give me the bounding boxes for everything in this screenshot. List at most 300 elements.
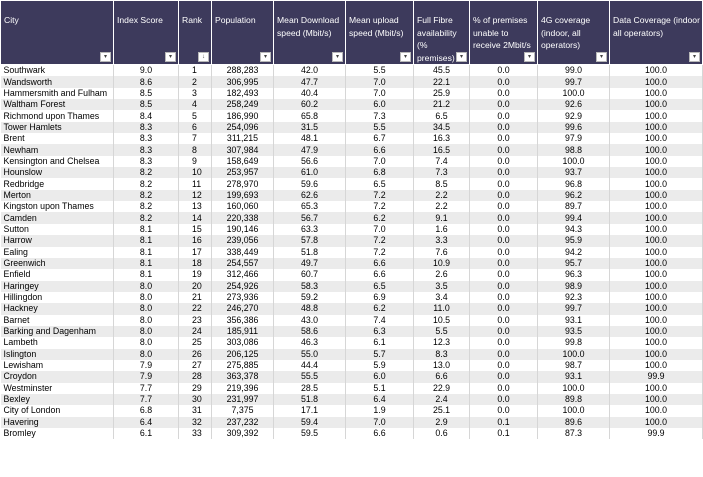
cell-upload-speed[interactable]: 7.4 — [346, 315, 414, 326]
filter-dropdown-icon[interactable]: ▾ — [400, 52, 411, 62]
cell-full-fibre[interactable]: 2.6 — [414, 269, 470, 280]
cell-population[interactable]: 253,957 — [212, 167, 274, 178]
cell-full-fibre[interactable]: 2.2 — [414, 201, 470, 212]
cell-full-fibre[interactable]: 16.5 — [414, 144, 470, 155]
cell-population[interactable]: 182,493 — [212, 88, 274, 99]
cell-download-speed[interactable]: 48.1 — [274, 133, 346, 144]
cell-upload-speed[interactable]: 7.2 — [346, 190, 414, 201]
cell-full-fibre[interactable]: 34.5 — [414, 122, 470, 133]
cell-rank[interactable]: 18 — [179, 258, 212, 269]
cell-4g-coverage[interactable]: 93.1 — [538, 371, 610, 382]
cell-data-coverage[interactable]: 100.0 — [610, 201, 703, 212]
cell-download-speed[interactable]: 65.8 — [274, 110, 346, 121]
cell-rank[interactable]: 7 — [179, 133, 212, 144]
cell-download-speed[interactable]: 58.6 — [274, 326, 346, 337]
cell-full-fibre[interactable]: 3.4 — [414, 292, 470, 303]
cell-upload-speed[interactable]: 5.1 — [346, 383, 414, 394]
cell-data-coverage[interactable]: 100.0 — [610, 281, 703, 292]
cell-upload-speed[interactable]: 6.7 — [346, 133, 414, 144]
cell-download-speed[interactable]: 65.3 — [274, 201, 346, 212]
cell-data-coverage[interactable]: 100.0 — [610, 303, 703, 314]
cell-data-coverage[interactable]: 100.0 — [610, 315, 703, 326]
cell-download-speed[interactable]: 62.6 — [274, 190, 346, 201]
cell-population[interactable]: 160,060 — [212, 201, 274, 212]
cell-download-speed[interactable]: 46.3 — [274, 337, 346, 348]
cell-4g-coverage[interactable]: 100.0 — [538, 156, 610, 167]
cell-premises-2mbit[interactable]: 0.1 — [470, 417, 538, 428]
cell-4g-coverage[interactable]: 97.9 — [538, 133, 610, 144]
cell-full-fibre[interactable]: 12.3 — [414, 337, 470, 348]
cell-data-coverage[interactable]: 100.0 — [610, 405, 703, 416]
cell-4g-coverage[interactable]: 99.7 — [538, 303, 610, 314]
cell-population[interactable]: 356,386 — [212, 315, 274, 326]
cell-city[interactable]: Richmond upon Thames — [1, 110, 114, 121]
cell-premises-2mbit[interactable]: 0.0 — [470, 292, 538, 303]
cell-full-fibre[interactable]: 0.6 — [414, 428, 470, 439]
cell-download-speed[interactable]: 59.6 — [274, 178, 346, 189]
cell-download-speed[interactable]: 51.8 — [274, 247, 346, 258]
cell-full-fibre[interactable]: 10.5 — [414, 315, 470, 326]
cell-city[interactable]: Westminster — [1, 383, 114, 394]
cell-rank[interactable]: 15 — [179, 224, 212, 235]
cell-data-coverage[interactable]: 100.0 — [610, 235, 703, 246]
cell-city[interactable]: Newham — [1, 144, 114, 155]
cell-city[interactable]: Lambeth — [1, 337, 114, 348]
cell-full-fibre[interactable]: 10.9 — [414, 258, 470, 269]
cell-index-score[interactable]: 8.0 — [114, 326, 179, 337]
cell-index-score[interactable]: 8.0 — [114, 281, 179, 292]
cell-city[interactable]: Camden — [1, 212, 114, 223]
cell-city[interactable]: Harrow — [1, 235, 114, 246]
cell-population[interactable]: 338,449 — [212, 247, 274, 258]
cell-population[interactable]: 306,995 — [212, 76, 274, 87]
cell-data-coverage[interactable]: 100.0 — [610, 326, 703, 337]
cell-4g-coverage[interactable]: 93.5 — [538, 326, 610, 337]
cell-download-speed[interactable]: 59.2 — [274, 292, 346, 303]
cell-download-speed[interactable]: 58.3 — [274, 281, 346, 292]
cell-full-fibre[interactable]: 1.6 — [414, 224, 470, 235]
cell-upload-speed[interactable]: 6.2 — [346, 303, 414, 314]
cell-population[interactable]: 239,056 — [212, 235, 274, 246]
cell-rank[interactable]: 17 — [179, 247, 212, 258]
cell-full-fibre[interactable]: 25.1 — [414, 405, 470, 416]
cell-full-fibre[interactable]: 7.3 — [414, 167, 470, 178]
cell-download-speed[interactable]: 59.5 — [274, 428, 346, 439]
cell-download-speed[interactable]: 47.9 — [274, 144, 346, 155]
cell-data-coverage[interactable]: 100.0 — [610, 269, 703, 280]
cell-city[interactable]: Kensington and Chelsea — [1, 156, 114, 167]
filter-dropdown-icon[interactable]: ▾ — [456, 52, 467, 62]
cell-upload-speed[interactable]: 6.0 — [346, 371, 414, 382]
cell-city[interactable]: Merton — [1, 190, 114, 201]
cell-4g-coverage[interactable]: 99.8 — [538, 337, 610, 348]
cell-upload-speed[interactable]: 6.5 — [346, 281, 414, 292]
cell-4g-coverage[interactable]: 100.0 — [538, 349, 610, 360]
cell-full-fibre[interactable]: 21.2 — [414, 99, 470, 110]
cell-city[interactable]: Brent — [1, 133, 114, 144]
cell-full-fibre[interactable]: 6.6 — [414, 371, 470, 382]
cell-population[interactable]: 254,557 — [212, 258, 274, 269]
cell-upload-speed[interactable]: 5.7 — [346, 349, 414, 360]
cell-premises-2mbit[interactable]: 0.0 — [470, 303, 538, 314]
cell-premises-2mbit[interactable]: 0.0 — [470, 235, 538, 246]
cell-full-fibre[interactable]: 5.5 — [414, 326, 470, 337]
cell-city[interactable]: Tower Hamlets — [1, 122, 114, 133]
cell-data-coverage[interactable]: 100.0 — [610, 65, 703, 77]
cell-index-score[interactable]: 8.1 — [114, 235, 179, 246]
cell-full-fibre[interactable]: 6.5 — [414, 110, 470, 121]
cell-data-coverage[interactable]: 100.0 — [610, 212, 703, 223]
cell-download-speed[interactable]: 42.0 — [274, 65, 346, 77]
cell-upload-speed[interactable]: 7.2 — [346, 201, 414, 212]
cell-data-coverage[interactable]: 100.0 — [610, 394, 703, 405]
cell-4g-coverage[interactable]: 96.8 — [538, 178, 610, 189]
cell-data-coverage[interactable]: 100.0 — [610, 156, 703, 167]
cell-upload-speed[interactable]: 7.0 — [346, 224, 414, 235]
cell-city[interactable]: Redbridge — [1, 178, 114, 189]
cell-download-speed[interactable]: 60.2 — [274, 99, 346, 110]
cell-rank[interactable]: 11 — [179, 178, 212, 189]
cell-full-fibre[interactable]: 13.0 — [414, 360, 470, 371]
cell-population[interactable]: 219,396 — [212, 383, 274, 394]
cell-full-fibre[interactable]: 22.9 — [414, 383, 470, 394]
cell-download-speed[interactable]: 17.1 — [274, 405, 346, 416]
cell-upload-speed[interactable]: 5.9 — [346, 360, 414, 371]
cell-4g-coverage[interactable]: 89.6 — [538, 417, 610, 428]
cell-upload-speed[interactable]: 6.3 — [346, 326, 414, 337]
cell-city[interactable]: Waltham Forest — [1, 99, 114, 110]
cell-download-speed[interactable]: 40.4 — [274, 88, 346, 99]
cell-data-coverage[interactable]: 100.0 — [610, 110, 703, 121]
cell-city[interactable]: Greenwich — [1, 258, 114, 269]
cell-download-speed[interactable]: 59.4 — [274, 417, 346, 428]
cell-rank[interactable]: 23 — [179, 315, 212, 326]
cell-4g-coverage[interactable]: 99.7 — [538, 76, 610, 87]
cell-4g-coverage[interactable]: 94.3 — [538, 224, 610, 235]
cell-premises-2mbit[interactable]: 0.0 — [470, 281, 538, 292]
cell-premises-2mbit[interactable]: 0.0 — [470, 269, 538, 280]
cell-data-coverage[interactable]: 100.0 — [610, 88, 703, 99]
cell-rank[interactable]: 29 — [179, 383, 212, 394]
cell-premises-2mbit[interactable]: 0.0 — [470, 394, 538, 405]
cell-city[interactable]: Barking and Dagenham — [1, 326, 114, 337]
cell-download-speed[interactable]: 49.7 — [274, 258, 346, 269]
cell-rank[interactable]: 8 — [179, 144, 212, 155]
cell-premises-2mbit[interactable]: 0.0 — [470, 144, 538, 155]
cell-index-score[interactable]: 8.3 — [114, 122, 179, 133]
cell-rank[interactable]: 21 — [179, 292, 212, 303]
cell-index-score[interactable]: 8.1 — [114, 269, 179, 280]
cell-population[interactable]: 237,232 — [212, 417, 274, 428]
cell-population[interactable]: 311,215 — [212, 133, 274, 144]
cell-population[interactable]: 303,086 — [212, 337, 274, 348]
cell-premises-2mbit[interactable]: 0.0 — [470, 360, 538, 371]
cell-population[interactable]: 158,649 — [212, 156, 274, 167]
cell-population[interactable]: 258,249 — [212, 99, 274, 110]
cell-data-coverage[interactable]: 100.0 — [610, 178, 703, 189]
cell-4g-coverage[interactable]: 98.9 — [538, 281, 610, 292]
cell-rank[interactable]: 28 — [179, 371, 212, 382]
cell-download-speed[interactable]: 56.6 — [274, 156, 346, 167]
cell-full-fibre[interactable]: 3.3 — [414, 235, 470, 246]
cell-rank[interactable]: 16 — [179, 235, 212, 246]
cell-upload-speed[interactable]: 6.6 — [346, 144, 414, 155]
cell-upload-speed[interactable]: 6.2 — [346, 212, 414, 223]
cell-index-score[interactable]: 8.3 — [114, 156, 179, 167]
cell-rank[interactable]: 14 — [179, 212, 212, 223]
cell-index-score[interactable]: 9.0 — [114, 65, 179, 77]
cell-full-fibre[interactable]: 45.5 — [414, 65, 470, 77]
cell-index-score[interactable]: 8.0 — [114, 303, 179, 314]
cell-index-score[interactable]: 7.9 — [114, 360, 179, 371]
cell-city[interactable]: Hackney — [1, 303, 114, 314]
cell-full-fibre[interactable]: 11.0 — [414, 303, 470, 314]
cell-download-speed[interactable]: 48.8 — [274, 303, 346, 314]
cell-population[interactable]: 309,392 — [212, 428, 274, 439]
cell-premises-2mbit[interactable]: 0.0 — [470, 337, 538, 348]
cell-rank[interactable]: 9 — [179, 156, 212, 167]
filter-dropdown-icon[interactable]: ▾ — [260, 52, 271, 62]
cell-download-speed[interactable]: 55.0 — [274, 349, 346, 360]
cell-upload-speed[interactable]: 6.1 — [346, 337, 414, 348]
cell-upload-speed[interactable]: 6.5 — [346, 178, 414, 189]
cell-index-score[interactable]: 8.3 — [114, 133, 179, 144]
cell-data-coverage[interactable]: 100.0 — [610, 190, 703, 201]
cell-download-speed[interactable]: 31.5 — [274, 122, 346, 133]
cell-city[interactable]: Hounslow — [1, 167, 114, 178]
cell-premises-2mbit[interactable]: 0.0 — [470, 224, 538, 235]
cell-index-score[interactable]: 8.2 — [114, 167, 179, 178]
cell-index-score[interactable]: 8.3 — [114, 144, 179, 155]
cell-upload-speed[interactable]: 7.2 — [346, 247, 414, 258]
cell-download-speed[interactable]: 51.8 — [274, 394, 346, 405]
cell-data-coverage[interactable]: 100.0 — [610, 417, 703, 428]
cell-premises-2mbit[interactable]: 0.0 — [470, 99, 538, 110]
cell-index-score[interactable]: 6.8 — [114, 405, 179, 416]
cell-full-fibre[interactable]: 2.9 — [414, 417, 470, 428]
cell-premises-2mbit[interactable]: 0.0 — [470, 383, 538, 394]
cell-4g-coverage[interactable]: 87.3 — [538, 428, 610, 439]
cell-data-coverage[interactable]: 100.0 — [610, 360, 703, 371]
cell-download-speed[interactable]: 61.0 — [274, 167, 346, 178]
cell-data-coverage[interactable]: 99.9 — [610, 371, 703, 382]
cell-premises-2mbit[interactable]: 0.0 — [470, 371, 538, 382]
cell-upload-speed[interactable]: 6.6 — [346, 428, 414, 439]
cell-index-score[interactable]: 8.1 — [114, 258, 179, 269]
cell-premises-2mbit[interactable]: 0.0 — [470, 88, 538, 99]
cell-city[interactable]: Haringey — [1, 281, 114, 292]
cell-4g-coverage[interactable]: 94.2 — [538, 247, 610, 258]
cell-4g-coverage[interactable]: 99.6 — [538, 122, 610, 133]
cell-data-coverage[interactable]: 100.0 — [610, 292, 703, 303]
cell-city[interactable]: Hillingdon — [1, 292, 114, 303]
cell-city[interactable]: Lewisham — [1, 360, 114, 371]
cell-upload-speed[interactable]: 6.9 — [346, 292, 414, 303]
cell-population[interactable]: 288,283 — [212, 65, 274, 77]
cell-population[interactable]: 278,970 — [212, 178, 274, 189]
cell-population[interactable]: 307,984 — [212, 144, 274, 155]
cell-data-coverage[interactable]: 100.0 — [610, 167, 703, 178]
cell-download-speed[interactable]: 60.7 — [274, 269, 346, 280]
cell-4g-coverage[interactable]: 96.2 — [538, 190, 610, 201]
cell-rank[interactable]: 3 — [179, 88, 212, 99]
cell-index-score[interactable]: 6.4 — [114, 417, 179, 428]
cell-index-score[interactable]: 8.2 — [114, 201, 179, 212]
cell-index-score[interactable]: 7.7 — [114, 394, 179, 405]
cell-4g-coverage[interactable]: 95.7 — [538, 258, 610, 269]
cell-4g-coverage[interactable]: 96.3 — [538, 269, 610, 280]
cell-4g-coverage[interactable]: 92.9 — [538, 110, 610, 121]
cell-city[interactable]: Enfield — [1, 269, 114, 280]
cell-rank[interactable]: 26 — [179, 349, 212, 360]
cell-index-score[interactable]: 7.9 — [114, 371, 179, 382]
cell-data-coverage[interactable]: 99.9 — [610, 428, 703, 439]
cell-population[interactable]: 231,997 — [212, 394, 274, 405]
cell-data-coverage[interactable]: 100.0 — [610, 122, 703, 133]
cell-city[interactable]: Bexley — [1, 394, 114, 405]
cell-rank[interactable]: 12 — [179, 190, 212, 201]
filter-dropdown-icon[interactable]: ▾ — [596, 52, 607, 62]
cell-4g-coverage[interactable]: 92.6 — [538, 99, 610, 110]
cell-index-score[interactable]: 8.6 — [114, 76, 179, 87]
cell-download-speed[interactable]: 28.5 — [274, 383, 346, 394]
cell-city[interactable]: Havering — [1, 417, 114, 428]
cell-premises-2mbit[interactable]: 0.0 — [470, 156, 538, 167]
cell-premises-2mbit[interactable]: 0.0 — [470, 315, 538, 326]
cell-city[interactable]: Sutton — [1, 224, 114, 235]
cell-city[interactable]: Kingston upon Thames — [1, 201, 114, 212]
cell-data-coverage[interactable]: 100.0 — [610, 337, 703, 348]
cell-full-fibre[interactable]: 8.5 — [414, 178, 470, 189]
cell-index-score[interactable]: 8.1 — [114, 224, 179, 235]
cell-upload-speed[interactable]: 1.9 — [346, 405, 414, 416]
cell-upload-speed[interactable]: 6.4 — [346, 394, 414, 405]
cell-index-score[interactable]: 8.2 — [114, 212, 179, 223]
cell-4g-coverage[interactable]: 100.0 — [538, 88, 610, 99]
cell-full-fibre[interactable]: 16.3 — [414, 133, 470, 144]
cell-rank[interactable]: 20 — [179, 281, 212, 292]
cell-index-score[interactable]: 7.7 — [114, 383, 179, 394]
cell-population[interactable]: 185,911 — [212, 326, 274, 337]
cell-rank[interactable]: 30 — [179, 394, 212, 405]
cell-data-coverage[interactable]: 100.0 — [610, 349, 703, 360]
cell-rank[interactable]: 32 — [179, 417, 212, 428]
cell-upload-speed[interactable]: 5.5 — [346, 65, 414, 77]
cell-index-score[interactable]: 8.0 — [114, 292, 179, 303]
cell-population[interactable]: 254,096 — [212, 122, 274, 133]
cell-full-fibre[interactable]: 2.4 — [414, 394, 470, 405]
cell-premises-2mbit[interactable]: 0.0 — [470, 133, 538, 144]
cell-data-coverage[interactable]: 100.0 — [610, 258, 703, 269]
cell-population[interactable]: 275,885 — [212, 360, 274, 371]
cell-premises-2mbit[interactable]: 0.0 — [470, 405, 538, 416]
cell-city[interactable]: Wandsworth — [1, 76, 114, 87]
cell-premises-2mbit[interactable]: 0.0 — [470, 122, 538, 133]
cell-population[interactable]: 186,990 — [212, 110, 274, 121]
cell-4g-coverage[interactable]: 98.8 — [538, 144, 610, 155]
cell-city[interactable]: City of London — [1, 405, 114, 416]
cell-population[interactable]: 206,125 — [212, 349, 274, 360]
cell-download-speed[interactable]: 47.7 — [274, 76, 346, 87]
filter-dropdown-icon[interactable]: ▾ — [332, 52, 343, 62]
cell-premises-2mbit[interactable]: 0.0 — [470, 76, 538, 87]
cell-4g-coverage[interactable]: 89.8 — [538, 394, 610, 405]
cell-upload-speed[interactable]: 7.2 — [346, 235, 414, 246]
cell-premises-2mbit[interactable]: 0.0 — [470, 201, 538, 212]
cell-full-fibre[interactable]: 7.4 — [414, 156, 470, 167]
cell-premises-2mbit[interactable]: 0.0 — [470, 110, 538, 121]
cell-upload-speed[interactable]: 7.0 — [346, 417, 414, 428]
cell-population[interactable]: 246,270 — [212, 303, 274, 314]
cell-premises-2mbit[interactable]: 0.0 — [470, 65, 538, 77]
cell-data-coverage[interactable]: 100.0 — [610, 247, 703, 258]
cell-city[interactable]: Ealing — [1, 247, 114, 258]
cell-data-coverage[interactable]: 100.0 — [610, 383, 703, 394]
cell-rank[interactable]: 10 — [179, 167, 212, 178]
cell-city[interactable]: Croydon — [1, 371, 114, 382]
cell-premises-2mbit[interactable]: 0.0 — [470, 167, 538, 178]
cell-premises-2mbit[interactable]: 0.0 — [470, 349, 538, 360]
cell-4g-coverage[interactable]: 95.9 — [538, 235, 610, 246]
cell-rank[interactable]: 13 — [179, 201, 212, 212]
cell-population[interactable]: 312,466 — [212, 269, 274, 280]
cell-full-fibre[interactable]: 2.2 — [414, 190, 470, 201]
cell-4g-coverage[interactable]: 100.0 — [538, 383, 610, 394]
cell-upload-speed[interactable]: 7.3 — [346, 110, 414, 121]
filter-dropdown-icon[interactable]: ▾ — [689, 52, 700, 62]
cell-rank[interactable]: 6 — [179, 122, 212, 133]
cell-index-score[interactable]: 8.1 — [114, 247, 179, 258]
cell-population[interactable]: 254,926 — [212, 281, 274, 292]
cell-rank[interactable]: 25 — [179, 337, 212, 348]
cell-4g-coverage[interactable]: 98.7 — [538, 360, 610, 371]
cell-data-coverage[interactable]: 100.0 — [610, 224, 703, 235]
cell-data-coverage[interactable]: 100.0 — [610, 76, 703, 87]
cell-data-coverage[interactable]: 100.0 — [610, 144, 703, 155]
cell-upload-speed[interactable]: 6.8 — [346, 167, 414, 178]
cell-rank[interactable]: 27 — [179, 360, 212, 371]
cell-download-speed[interactable]: 44.4 — [274, 360, 346, 371]
cell-city[interactable]: Islington — [1, 349, 114, 360]
cell-index-score[interactable]: 8.0 — [114, 349, 179, 360]
cell-index-score[interactable]: 8.2 — [114, 190, 179, 201]
cell-population[interactable]: 220,338 — [212, 212, 274, 223]
cell-upload-speed[interactable]: 7.0 — [346, 156, 414, 167]
cell-index-score[interactable]: 8.5 — [114, 88, 179, 99]
cell-download-speed[interactable]: 56.7 — [274, 212, 346, 223]
filter-dropdown-icon[interactable]: ▾ — [165, 52, 176, 62]
cell-population[interactable]: 363,378 — [212, 371, 274, 382]
cell-4g-coverage[interactable]: 92.3 — [538, 292, 610, 303]
cell-4g-coverage[interactable]: 100.0 — [538, 405, 610, 416]
cell-4g-coverage[interactable]: 99.0 — [538, 65, 610, 77]
cell-upload-speed[interactable]: 5.5 — [346, 122, 414, 133]
cell-premises-2mbit[interactable]: 0.0 — [470, 326, 538, 337]
cell-full-fibre[interactable]: 9.1 — [414, 212, 470, 223]
cell-rank[interactable]: 1 — [179, 65, 212, 77]
cell-index-score[interactable]: 8.5 — [114, 99, 179, 110]
cell-upload-speed[interactable]: 7.0 — [346, 88, 414, 99]
cell-rank[interactable]: 2 — [179, 76, 212, 87]
cell-premises-2mbit[interactable]: 0.1 — [470, 428, 538, 439]
cell-upload-speed[interactable]: 6.6 — [346, 258, 414, 269]
cell-index-score[interactable]: 8.0 — [114, 337, 179, 348]
cell-4g-coverage[interactable]: 99.4 — [538, 212, 610, 223]
cell-premises-2mbit[interactable]: 0.0 — [470, 212, 538, 223]
cell-population[interactable]: 199,693 — [212, 190, 274, 201]
cell-4g-coverage[interactable]: 93.1 — [538, 315, 610, 326]
cell-index-score[interactable]: 8.2 — [114, 178, 179, 189]
